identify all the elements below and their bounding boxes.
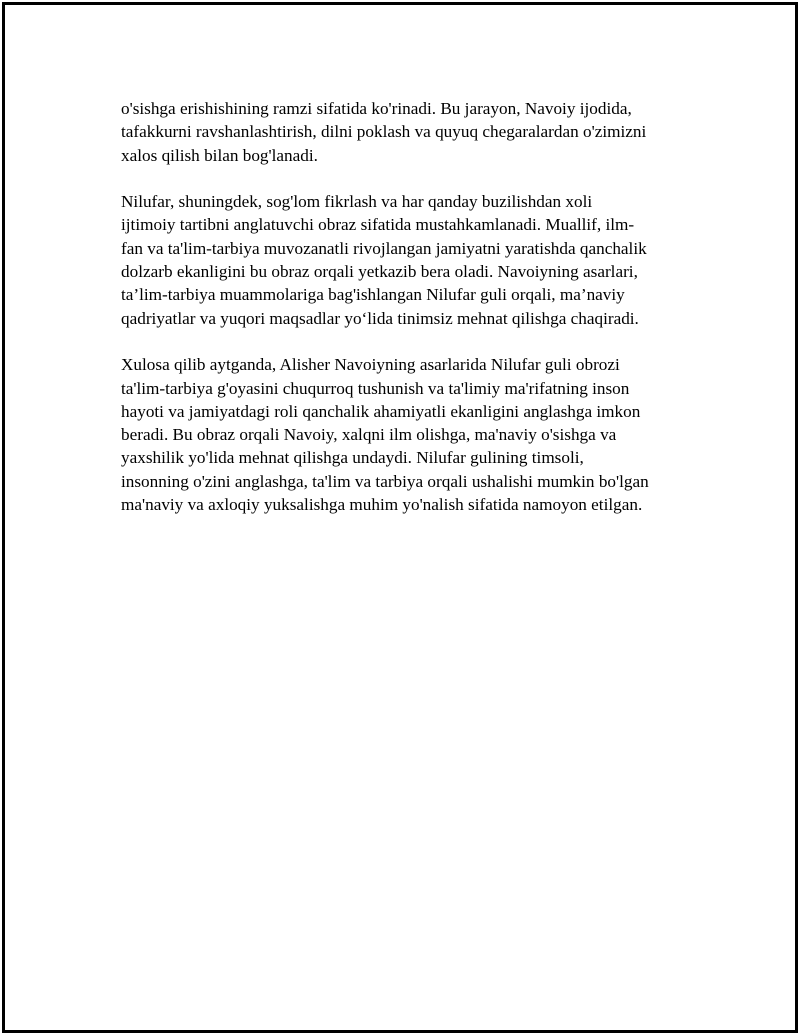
text-line: Nilufar, shuningdek, sog'lom fikrlash va har qanday buzilishdan xoli [121, 192, 593, 212]
text-line: hayoti va jamiyatdagi roli qanchalik ahamiyatli ekanligini anglashga imkon [121, 401, 641, 421]
text-line: qadriyatlar va yuqori maqsadlar yo‘lida tinimsiz mehnat qilishga chaqiradi. [121, 308, 639, 328]
text-line: ijtimoiy tartibni anglatuvchi obraz sifatida mustahkamlanadi. Muallif, ilm- [121, 215, 635, 235]
text-line: tafakkurni ravshanlashtirish, dilni poklash va quyuq chegaralardan o'zimizni [121, 122, 647, 142]
text-line: xalos qilish bilan bog'lanadi. [121, 145, 318, 165]
text-line: ma'naviy va axloqiy yuksalishga muhim yo'nalish sifatida namoyon etilgan. [121, 495, 643, 515]
page-frame [2, 2, 798, 1033]
paragraph-2 [121, 190, 701, 330]
document-body [121, 97, 701, 540]
text-line: insonning o'zini anglashga, ta'lim va tarbiya orqali ushalishi mumkin bo'lgan [121, 471, 649, 491]
text-line: ta'lim-tarbiya g'oyasini chuqurroq tushunish va ta'limiy ma'rifatning inson [121, 378, 630, 398]
paragraph-1 [121, 97, 701, 167]
text-line: dolzarb ekanligini bu obraz orqali yetkazib bera oladi. Navoiyning asarlari, [121, 262, 638, 282]
paragraph-3 [121, 353, 701, 516]
text-line: Xulosa qilib aytganda, Alisher Navoiyning asarlarida Nilufar guli obrozi [121, 355, 620, 375]
text-line: yaxshilik yo'lida mehnat qilishga undaydi. Nilufar gulining timsoli, [121, 448, 584, 468]
text-line: ta’lim-tarbiya muammolariga bag'ishlangan Nilufar guli orqali, ma’naviy [121, 285, 625, 305]
text-line: o'sishga erishishining ramzi sifatida ko'rinadi. Bu jarayon, Navoiy ijodida, [121, 99, 632, 118]
text-line: fan va ta'lim-tarbiya muvozanatli rivojlangan jamiyatni yaratishda qanchalik [121, 238, 647, 258]
text-line: beradi. Bu obraz orqali Navoiy, xalqni ilm olishga, ma'naviy o'sishga va [121, 425, 617, 445]
